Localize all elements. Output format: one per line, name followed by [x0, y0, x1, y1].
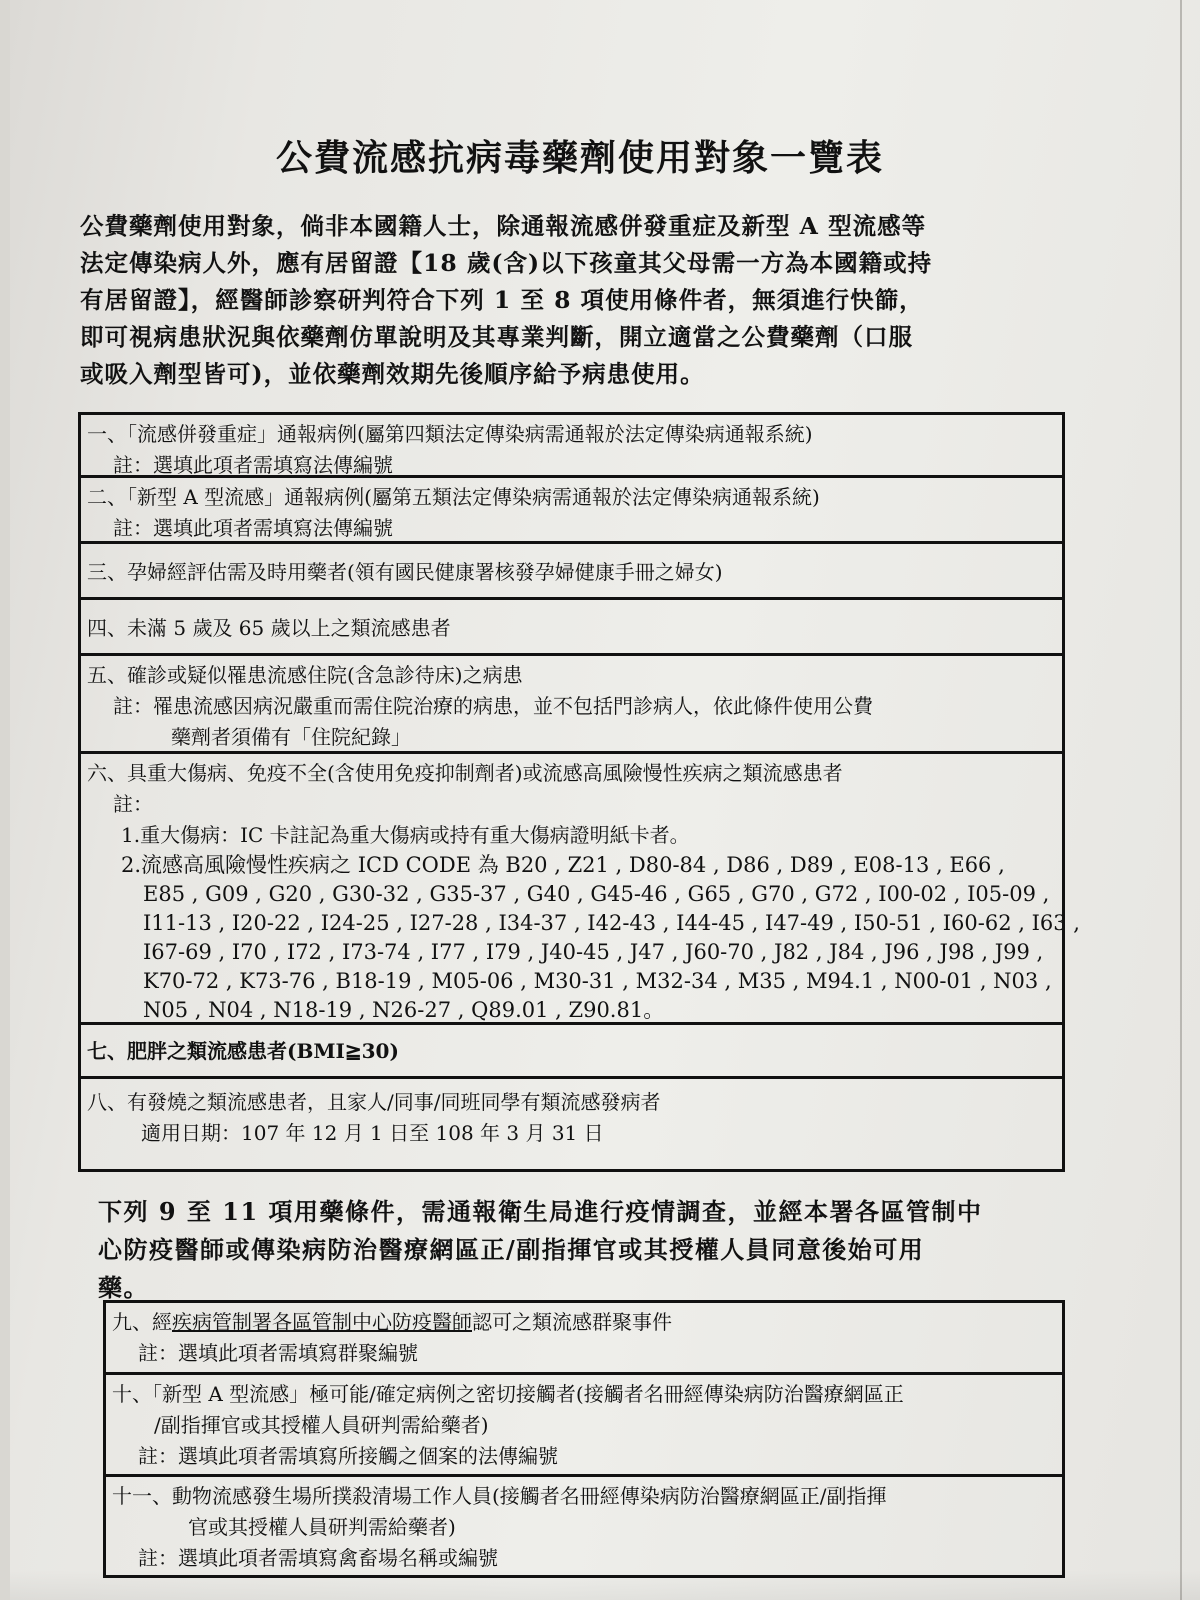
item-2 [81, 478, 1062, 544]
item-4 [81, 600, 1062, 656]
item-9-text [112, 1307, 1054, 1338]
conditions-table-1-8 [78, 412, 1080, 1172]
item-7-text: 七、肥胖之類流感患者(BMI≧30) [87, 1039, 399, 1063]
item-4-text: 四、未滿 5 歲及 65 歲以上之類流感患者 [87, 616, 451, 640]
item-10-text: 十、「新型 A 型流感」極可能/確定病例之密切接觸者(接觸者名冊經傳染病防治醫療網區正 [112, 1382, 904, 1406]
item-1 [81, 415, 1062, 478]
item-5-note-cont: 藥劑者須備有「住院紀錄」 [171, 725, 411, 749]
item-10 [106, 1375, 1062, 1477]
item-11 [106, 1477, 1062, 1574]
document-title: 公費流感抗病毒藥劑使用對象一覽表 [275, 137, 884, 179]
item-6 [81, 754, 1080, 1025]
item-3-text: 三、孕婦經評估需及時用藥者(領有國民健康署核發孕婦健康手冊之婦女) [87, 560, 723, 584]
item-9-note: 註：選填此項者需填寫群聚編號 [138, 1341, 418, 1365]
document-page [10, 0, 1200, 1600]
item-2-text: 二、「新型 A 型流感」通報病例(屬第五類法定傳染病需通報於法定傳染病通報系統) [87, 485, 820, 509]
item-5-text: 五、確診或疑似罹患流感住院(含急診待床)之病患 [87, 663, 523, 687]
item-8-date-range: 適用日期：107 年 12 月 1 日至 108 年 3 月 31 日 [141, 1121, 604, 1145]
item-8-text: 八、有發燒之類流感患者，且家人/同事/同班同學有類流感發病者 [87, 1090, 661, 1114]
item-6-text: 六、具重大傷病、免疫不全(含使用免疫抑制劑者)或流感高風險慢性疾病之類流感患者 [87, 761, 843, 785]
conditions-9-11-intro: 下列 9 至 11 項用藥條件，需通報衛生局進行疫情調查，並經本署各區管制中 心防疫醫師或傳染病防治醫療網區正/副指揮官或其授權人員同意後始可用 藥。 [98, 1197, 983, 1302]
icd-code-line: I67-69 , I70 , I72 , I73-74 , I77 , I79 , J40-45 , J47 , J60-70 , J82 , J84 , J96 , J98 , J99 , [143, 940, 1044, 964]
intro-paragraph: 公費藥劑使用對象，倘非本國籍人士，除通報流感併發重症及新型 A 型流感等 法定傳染病人外，應有居留證【18 歲(含)以下孩童其父母需一方為本國籍或持 有居留證】，經醫師診察研判符合下列 1 至 8 項使用條件者，無須進行快篩， 即可視病患狀況與依藥劑仿單說明及其專業判斷，開立適當之公費藥劑（口服 或吸入劑型皆可)，並依藥劑效期先後順序給予病患使用。 [80, 212, 933, 388]
item-11-text-cont: 官或其授權人員研判需給藥者) [188, 1515, 456, 1539]
item-11-text: 十一、動物流感發生場所撲殺清場工作人員(接觸者名冊經傳染病防治醫療網區正/副指揮 [112, 1484, 887, 1508]
item-9-prefix: 九、經 [112, 1310, 172, 1334]
item-6-sub1: 1.重大傷病：IC 卡註記為重大傷病或持有重大傷病證明紙卡者。 [121, 823, 690, 847]
page-edge-line [1180, 0, 1182, 1600]
item-10-note: 註：選填此項者需填寫所接觸之個案的法傳編號 [138, 1444, 558, 1468]
item-1-note: 註：選填此項者需填寫法傳編號 [113, 453, 393, 477]
item-9 [106, 1303, 1062, 1375]
item-5-note: 註：罹患流感因病況嚴重而需住院治療的病患，並不包括門診病人，依此條件使用公費 [113, 694, 873, 718]
icd-code-line: N05 , N04 , N18-19 , N26-27 , Q89.01 , Z90.81。 [143, 998, 665, 1022]
icd-code-line: E85 , G09 , G20 , G30-32 , G35-37 , G40 , G45-46 , G65 , G70 , G72 , I00-02 , I05-09 , [143, 882, 1050, 906]
item-3 [81, 544, 1062, 600]
icd-code-line: I11-13 , I20-22 , I24-25 , I27-28 , I34-37 , I42-43 , I44-45 , I47-49 , I50-51 , I60-62 , I63 , [143, 911, 1080, 935]
item-1-text: 一、「流感併發重症」通報病例(屬第四類法定傳染病需通報於法定傳染病通報系統) [87, 422, 813, 446]
icd-code-line: 2.流感高風險慢性疾病之 ICD CODE 為 B20 , Z21 , D80-84 , D86 , D89 , E08-13 , E66 , [121, 853, 1005, 877]
item-7 [81, 1025, 1062, 1079]
item-6-note: 註： [113, 792, 153, 816]
conditions-table-9-11 [103, 1300, 1065, 1578]
item-5 [81, 656, 1062, 754]
item-9-underlined: 疾病管制署各區管制中心防疫醫師 [172, 1310, 472, 1334]
item-11-note: 註：選填此項者需填寫禽畜場名稱或編號 [138, 1546, 498, 1570]
item-10-text-cont: /副指揮官或其授權人員研判需給藥者) [154, 1413, 489, 1437]
page-shadow [10, 1570, 1200, 1600]
item-8 [81, 1079, 1062, 1149]
item-9-suffix: 認可之類流感群聚事件 [472, 1310, 672, 1334]
icd-code-line: K70-72 , K73-76 , B18-19 , M05-06 , M30-31 , M32-34 , M35 , M94.1 , N00-01 , N03 , [143, 969, 1052, 993]
item-2-note: 註：選填此項者需填寫法傳編號 [113, 516, 393, 540]
icd-code-list [87, 851, 1080, 1025]
